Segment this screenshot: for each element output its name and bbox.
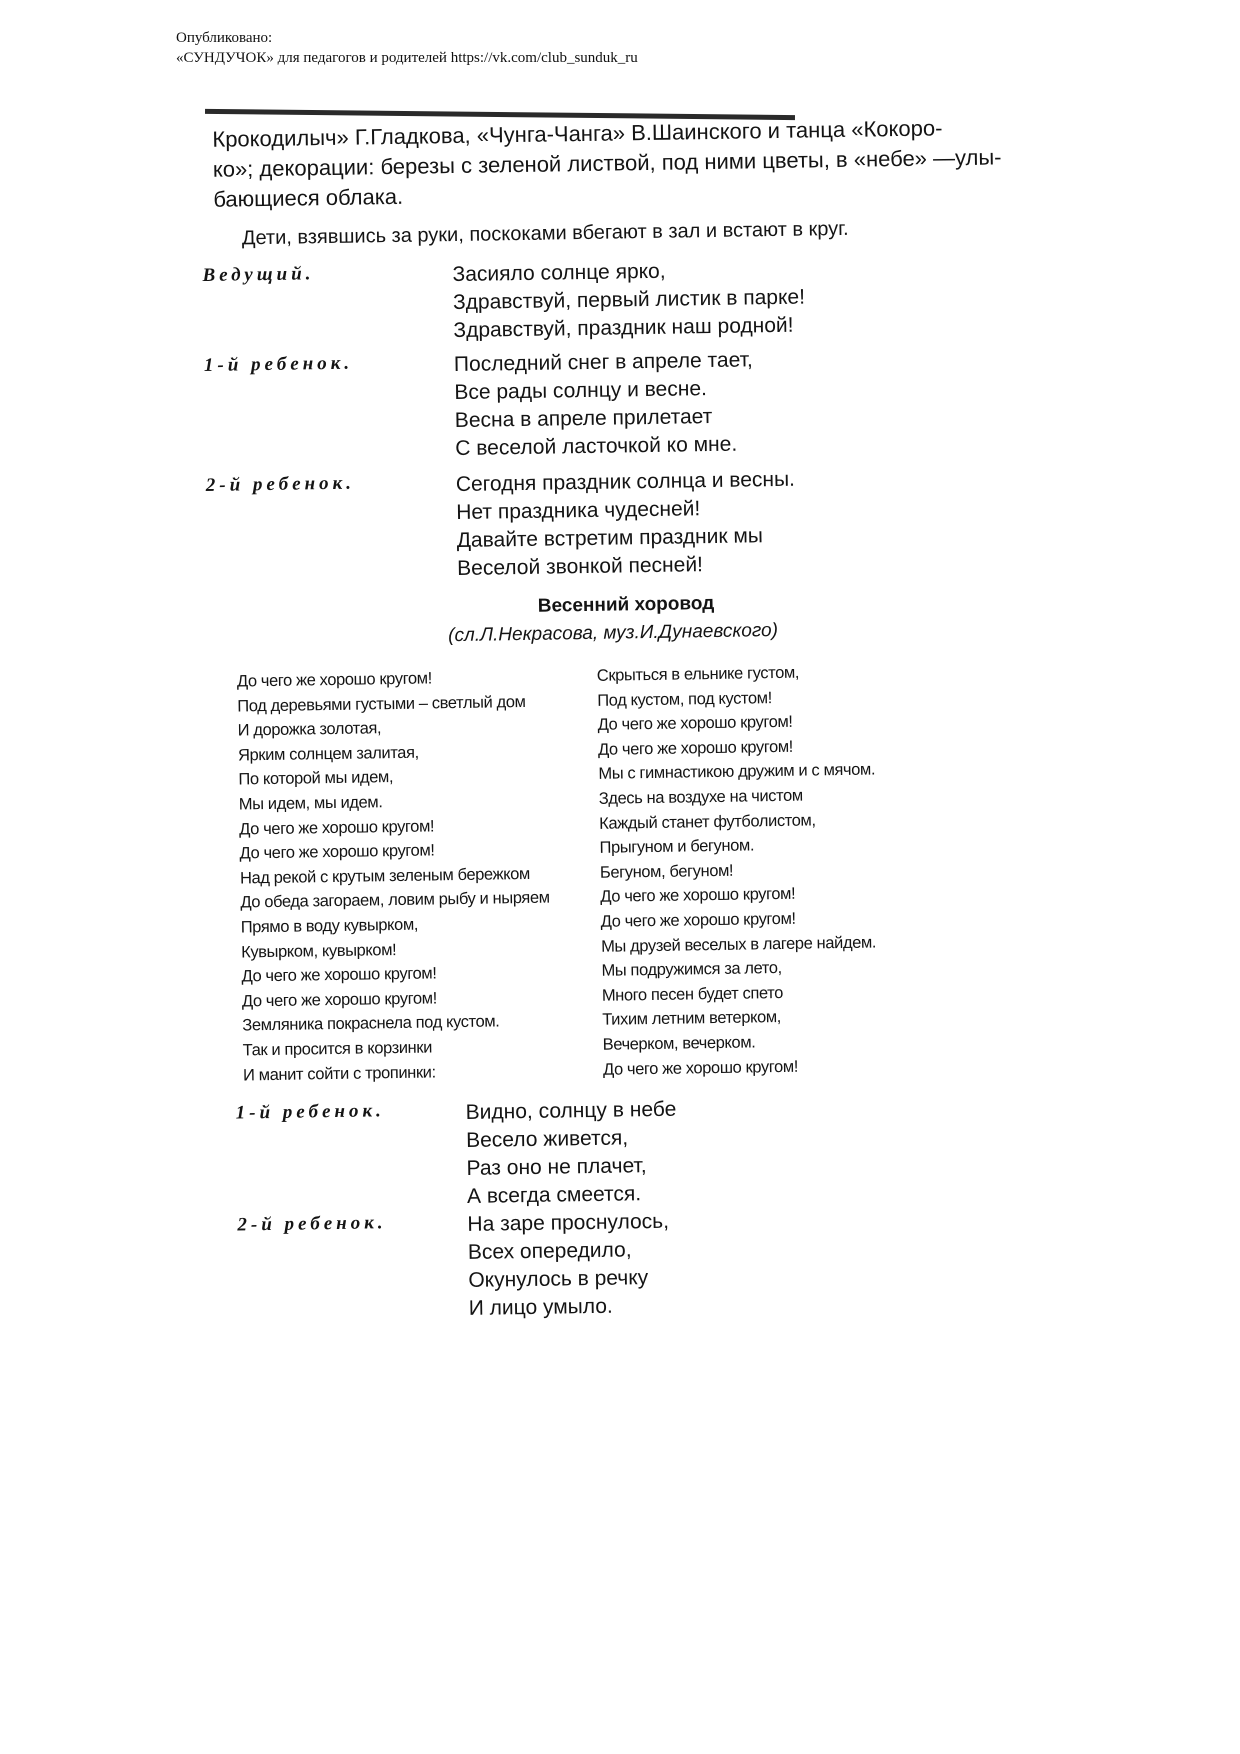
lyric-line: До чего же хорошо кругом! <box>602 1057 799 1079</box>
verse-line: На заре проснулось, <box>467 1209 670 1236</box>
speaker-label: 1-й ребенок. <box>235 1100 385 1124</box>
verse-line: Здравствуй, праздник наш родной! <box>453 313 794 343</box>
lyric-line: Под деревьями густыми – светлый дом <box>237 692 526 716</box>
verse <box>465 1096 677 1211</box>
verse-line: Весна в апреле прилетает <box>454 404 713 433</box>
lyric-line: Так и просится в корзинки <box>242 1038 433 1060</box>
lyric-line: Вечерком, вечерком. <box>602 1033 756 1054</box>
lyric-line: Кувырком, кувырком! <box>241 940 397 961</box>
publication-header <box>176 28 638 68</box>
verse-line: А всегда смеется. <box>466 1182 642 1208</box>
dialogue-block-host <box>202 251 1102 343</box>
lyric-line: До чего же хорошо кругом! <box>241 964 437 986</box>
verse-line: Видно, солнцу в небе <box>465 1097 677 1124</box>
lyric-line: Мы идем, мы идем. <box>238 793 383 814</box>
speaker-label: Ведущий. <box>202 263 315 286</box>
lyric-line: До чего же хорошо кругом! <box>239 816 435 839</box>
verse-line: Давайте встретим праздник мы <box>456 524 764 553</box>
verse-line: Всех опередило, <box>467 1238 632 1264</box>
lyric-line: Здесь на воздухе на чистом <box>598 786 803 808</box>
dialogue-block-child2 <box>205 461 1106 581</box>
lyric-line: Под кустом, под кустом! <box>597 688 772 710</box>
lyric-line: По которой мы идем, <box>238 768 394 789</box>
verse-line: Нет праздника чудесней! <box>456 497 701 525</box>
lyric-line: До чего же хорошо кругом! <box>597 712 793 735</box>
verse <box>454 346 755 463</box>
lyric-line: Земляника покраснела под кустом. <box>242 1012 500 1035</box>
lyric-line: Тихим летним ветерком, <box>602 1008 782 1030</box>
intro-line: Крокодилыч» Г.Гладкова, «Чунга-Чанга» В.Шаинского и танца «Кокоро- <box>212 115 943 152</box>
lyric-line: До чего же хорошо кругом! <box>239 841 435 863</box>
verse-line: Все рады солнцу и весне. <box>454 377 708 405</box>
dialogue-block-child2-second <box>237 1200 1137 1320</box>
lyric-line: Прыгуном и бегуном. <box>599 836 755 857</box>
verse <box>452 256 805 346</box>
intro-line: бающиеся облака. <box>213 183 404 212</box>
verse-line: Последний снег в апреле тает, <box>453 348 753 377</box>
header-line-source: «СУНДУЧОК» для педагогов и родителей https://vk.com/club_sunduk_ru <box>176 50 638 66</box>
song-lyrics-left <box>237 665 553 1088</box>
header-line-published: Опубликовано: <box>176 30 273 46</box>
lyric-line: До чего же хорошо кругом! <box>600 909 796 931</box>
lyric-line: Мы подружимся за лето, <box>601 959 782 980</box>
lyric-line: Скрыться в ельнике густом, <box>596 663 800 685</box>
lyric-line: Бегуном, бегуном! <box>599 861 734 882</box>
lyric-line: Мы друзей веселых в лагере найдем. <box>600 933 877 956</box>
speaker-label: 2-й ребенок. <box>205 472 356 496</box>
lyric-line: Много песен будет спето <box>601 983 784 1005</box>
intro-line: ко»; декорации: березы с зеленой листвой, под ними цветы, в «небе» —улы- <box>212 144 1002 182</box>
stage-direction: Дети, взявшись за руки, поскоками вбегают в зал и встают в круг. <box>241 217 849 250</box>
dialogue-block-child1-second <box>235 1088 1136 1208</box>
verse <box>456 466 797 583</box>
verse-line: И лицо умыло. <box>468 1294 613 1320</box>
lyric-line: И манит сойти с тропинки: <box>242 1062 436 1084</box>
song-title: Весенний хоровод <box>537 592 715 617</box>
lyric-line: И дорожка золотая, <box>237 719 382 740</box>
verse-line: Веселой звонкой песней! <box>456 553 704 581</box>
lyric-line: Каждый станет футболистом, <box>599 810 816 833</box>
verse-line: Здравствуй, первый листик в парке! <box>452 285 806 315</box>
verse-line: Засияло солнце ярко, <box>452 259 666 287</box>
lyric-line: До чего же хорошо кругом! <box>241 989 437 1011</box>
verse-line: Раз оно не плачет, <box>466 1154 647 1180</box>
verse-line: Весело живется, <box>465 1126 629 1152</box>
song-lyrics-right <box>597 659 880 1081</box>
verse-line: Окунулось в речку <box>468 1266 649 1292</box>
lyric-line: До обеда загораем, ловим рыбу и ныряем <box>240 888 550 912</box>
lyric-line: Ярким солнцем залитая, <box>237 743 419 765</box>
song-credit: (сл.Л.Некрасова, муз.И.Дунаевского) <box>448 619 779 647</box>
lyric-line: Мы с гимнастикою дружим и с мячом. <box>598 760 876 784</box>
dialogue-block-child1 <box>203 341 1104 461</box>
lyric-line: Прямо в воду кувырком, <box>240 915 419 937</box>
lyric-line: До чего же хорошо кругом! <box>600 885 796 907</box>
speaker-label: 1-й ребенок. <box>203 352 354 376</box>
lyric-line: До чего же хорошо кругом! <box>597 737 794 759</box>
verse <box>467 1208 670 1323</box>
lyric-line: До чего же хорошо кругом! <box>236 669 432 691</box>
intro-paragraph <box>212 112 1033 215</box>
lyric-line: Над рекой с крутым зеленым бережком <box>239 864 531 888</box>
verse-line: С веселой ласточкой ко мне. <box>455 432 738 461</box>
speaker-label: 2-й ребенок. <box>237 1212 387 1236</box>
verse-line: Сегодня праздник солнца и весны. <box>455 467 796 497</box>
